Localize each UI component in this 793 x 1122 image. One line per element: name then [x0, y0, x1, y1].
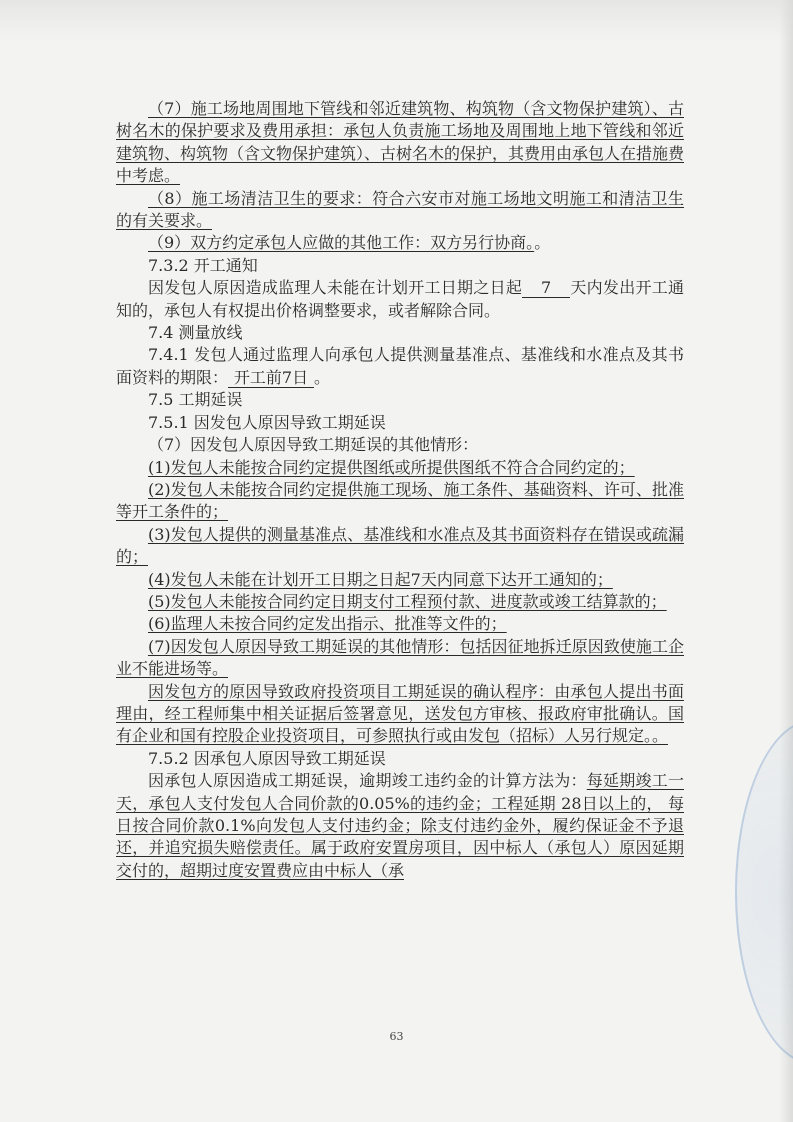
heading-7-3-2: 7.3.2 开工通知 — [148, 255, 258, 275]
red-seal-stamp — [735, 720, 793, 1064]
clause-7-7: （7）施工场地周围地下管线和邻近建筑物、构筑物（含文物保护建筑）、古树名木的保护要求及费用承担：承包人负责施工场地及周围地上地下管线和邻近建筑物、构筑物（含文物保护建筑）、古树名木的保护，其费用由承包人在措施费中考虑。 — [116, 99, 685, 186]
delay-item-1: (1)发包人未能按合同约定提供图纸或所提供图纸不符合合同约定的； — [148, 457, 635, 477]
clause-7-4-1-b: 。 — [314, 367, 331, 387]
clause-7-3-2 — [116, 277, 684, 322]
page-edge-shadow — [0, 0, 793, 40]
delay-item-3: (3)发包人提供的测量基准点、基准线和水准点及其书面资料存在错误或疏漏的； — [116, 524, 684, 567]
clause-7-4-1 — [116, 344, 684, 389]
delay-item-6: (6)监理人未按合同约定发出指示、批准等文件的； — [148, 614, 507, 634]
clause-7-5-2-b: 每延期竣工一天，承包人支付发包人合同价款的0.05%的违约金；工程延期 28日以上的， 每日按合同价款0.1%向发包人支付违约金；除支付违约金外，履约保证金不予退还，并追究损失赔偿责任。属于政府安置房项目，因中标人（承包人）原因延期交付的，超期过度安置费应由中标人（承 — [116, 771, 684, 880]
deadline-blank: 开工前7日 — [228, 369, 314, 388]
heading-7-5-1: 7.5.1 因发包人原因导致工期延误 — [148, 412, 386, 432]
heading-7-5-2: 7.5.2 因承包人原因导致工期延误 — [148, 748, 386, 768]
heading-7-5: 7.5 工期延误 — [148, 390, 243, 410]
delay-item-2: (2)发包人未能按合同约定提供施工现场、施工条件、基础资料、许可、批准等开工条件的； — [116, 479, 684, 522]
clause-7-9 — [116, 232, 684, 254]
clause-7-4-1-a: 7.4.1 发包人通过监理人向承包人提供测量基准点、基准线和水准点及其书面资料的期限： — [116, 345, 684, 387]
clause-7-5-2 — [116, 770, 684, 882]
clause-7-9-text: （9）双方约定承包人应做的其他工作：双方另行协商。 — [148, 233, 535, 253]
clause-7-3-2-a: 因发包人原因造成监理人未能在计划开工日期之日起 — [148, 278, 523, 298]
document-body — [116, 98, 684, 882]
clause-7-9-tail: 。 — [534, 233, 551, 253]
page-number: 63 — [389, 1030, 404, 1043]
clause-7-5-2-a: 因承包人原因造成工期延误，逾期竣工违约金的计算方法为： — [148, 771, 587, 791]
heading-7-4: 7.4 测量放线 — [148, 323, 243, 343]
delay-item-5: (5)发包人未能按合同约定日期支付工程预付款、进度款或竣工结算款的； — [148, 591, 667, 611]
confirm-procedure: 因发包方的原因导致政府投资项目工期延误的确认程序：由承包人提出书面理由，经工程师集中相关证据后签署意见，送发包方审核、报政府审批确认。国有企业和国有控股企业投资项目，可参照执行或由发包（招标）人另行规定。。 — [116, 681, 684, 746]
delay-item-4: (4)发包人未能在计划开工日期之日起7天内同意下达开工通知的； — [148, 569, 613, 589]
days-blank: 7 — [522, 279, 570, 298]
clause-7-8: （8）施工场清洁卫生的要求：符合六安市对施工场地文明施工和清洁卫生的有关要求。 — [116, 188, 684, 231]
clause-7-3-2-b: 天内发出开工通知的，承包人有权提出价格调整要求，或者解除合同。 — [116, 278, 684, 320]
clause-7-5-1-7-title: （7）因发包人原因导致工期延误的其他情形： — [148, 435, 479, 455]
delay-item-7: (7)因发包人原因导致工期延误的其他情形：包括因征地拆迁原因致使施工企业不能进场等。 — [116, 636, 684, 679]
